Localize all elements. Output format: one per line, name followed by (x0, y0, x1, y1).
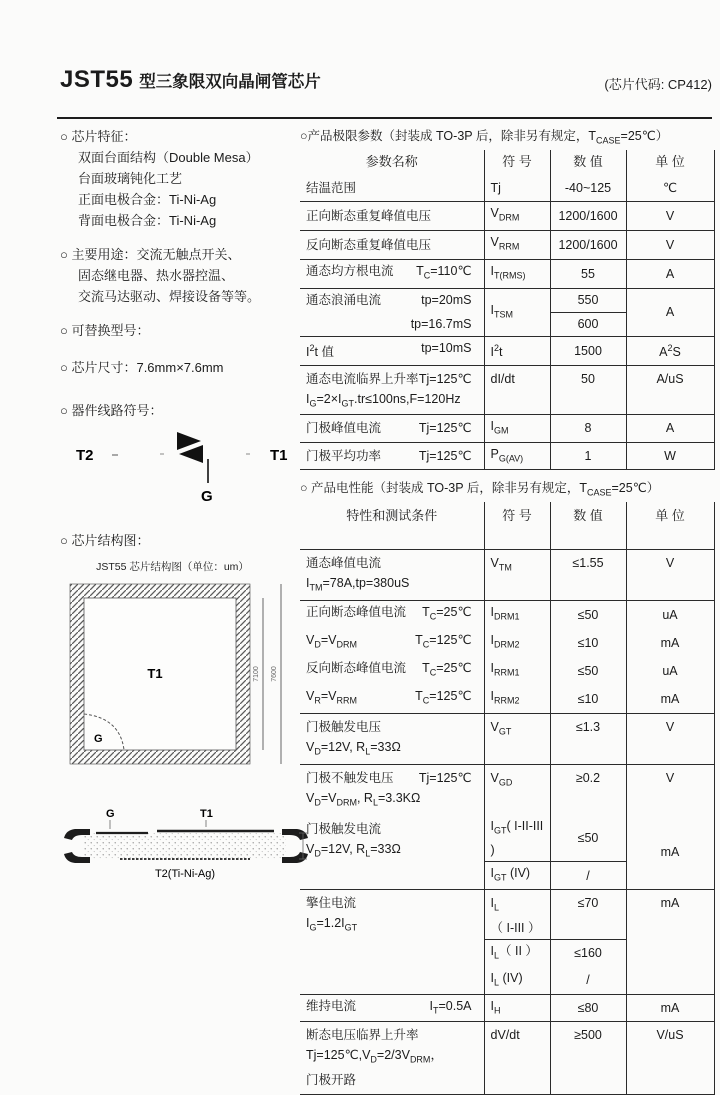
chip-cross-section (60, 805, 296, 903)
cell-symbol: $I_L$（ I-III ） (484, 890, 550, 940)
cell-unit: V (626, 230, 714, 259)
feature-line: 背面电极合金：Ti-Ni-Ag (60, 210, 296, 231)
elec-section-title: ○ 产品电性能（封装成 TO-3P 后，除非另有规定，$T_{CASE}=25℃$） (300, 478, 714, 498)
cell-value: ≤50 (550, 600, 626, 629)
triac-symbol-drawing (70, 425, 302, 517)
cell-symbol: $P_{G(AV)}$ (484, 442, 550, 470)
section-structure (60, 530, 296, 792)
cell-symbol: $I_{TSM}$ (484, 288, 550, 336)
cell-unit: uA (626, 657, 714, 685)
cell-value: ≥0.2 (550, 764, 626, 815)
cell-value: ≤50 (550, 815, 626, 862)
cell-unit: mA (626, 890, 714, 995)
param-label: 通态电流临界上升率 (306, 369, 419, 389)
cell-symbol: $V_{DRM}$ (484, 201, 550, 230)
table-row (300, 175, 714, 202)
cell-unit: A (626, 259, 714, 288)
param-condition: $I_G=1.2I_{GT}$ (306, 913, 478, 938)
cell-name (300, 259, 484, 288)
param-condition: 门极开路 (306, 1070, 478, 1090)
section-replace (60, 320, 296, 341)
table-row (300, 259, 714, 288)
table-header-row (300, 502, 714, 550)
cell-unit: mA (626, 815, 714, 890)
header-unit: 单 位 (626, 502, 714, 550)
cell-unit: A (626, 288, 714, 336)
param-condition: $T_C=125℃$ (415, 630, 477, 655)
section-title: ○ 可替换型号： (60, 320, 296, 341)
param-label: 门极峰值电流 (306, 418, 381, 438)
cell-symbol: Tj (484, 175, 550, 202)
section-symbol (60, 400, 296, 517)
table-row (300, 549, 714, 600)
cell-unit: ℃ (626, 175, 714, 202)
xsec-t2-label: T2(Ti-Ni-Ag) (155, 868, 215, 880)
cell-name: 正向断态重复峰值电压 (300, 201, 484, 230)
param-label: 反向断态峰值电流 (306, 658, 406, 683)
cell-symbol: $I_{RRM1}$ (484, 657, 550, 685)
cell-name (300, 365, 484, 415)
region-t1-label: T1 (147, 666, 162, 681)
section-uses (60, 244, 296, 307)
cell-unit: mA (626, 629, 714, 657)
cell-unit: $A^2S$ (626, 336, 714, 365)
cell-symbol: $I_{GT}$( I-II-III ) (484, 815, 550, 862)
param-condition: $V_D=V_{DRM}$, $R_L=3.3K\Omega$ (306, 788, 478, 813)
cell-symbol: $V_{TM}$ (484, 549, 550, 600)
section-size (60, 357, 296, 378)
param-condition: $T_C=25℃$ (422, 602, 477, 627)
xsec-t1-label: T1 (200, 808, 213, 820)
section-title: ○ 主要用途：交流无触点开关、 (60, 244, 296, 265)
table-row (300, 365, 714, 415)
cell-unit: V (626, 713, 714, 764)
section-title: ○ 器件线路符号： (60, 400, 296, 421)
cell-value: -40~125 (550, 175, 626, 202)
param-label: 擎住电流 (306, 893, 478, 913)
cell-name: 结温范围 (300, 175, 484, 202)
param-condition: $I_T=0.5A$ (430, 996, 478, 1021)
terminal-t1-label: T1 (270, 447, 288, 464)
header-value: 数 值 (550, 502, 626, 550)
cell-name (300, 1022, 484, 1095)
cell-name (300, 288, 484, 312)
feature-line: 台面玻璃钝化工艺 (60, 168, 296, 189)
cell-symbol: dI/dt (484, 365, 550, 415)
cell-value: 550 (550, 288, 626, 312)
cell-unit: uA (626, 600, 714, 629)
cell-symbol: $V_{RRM}$ (484, 230, 550, 259)
section-title: ○ 芯片结构图： (60, 530, 296, 551)
cell-value: ≤10 (550, 629, 626, 657)
cell-unit: A (626, 415, 714, 443)
cell-value: 1 (550, 442, 626, 470)
cell-value: 1200/1600 (550, 201, 626, 230)
table-row (300, 629, 714, 657)
limits-section-title: ○产品极限参数（封装成 TO-3P 后，除非另有规定，$T_{CASE}=25℃$） (300, 126, 714, 146)
param-label: $V_R=V_{RRM}$ (306, 686, 357, 711)
table-row (300, 336, 714, 365)
dimension-inner-value: 7100 (253, 666, 260, 682)
cell-symbol: $V_{GD}$ (484, 764, 550, 815)
section-title: ○ 芯片特征： (60, 126, 296, 147)
doc-header (60, 66, 712, 94)
cell-value: ≤10 (550, 685, 626, 714)
param-label: 断态电压临界上升率 (306, 1025, 478, 1045)
param-label: 通态峰值电流 (306, 553, 478, 573)
cell-value: ≤1.3 (550, 713, 626, 764)
cell-value: 50 (550, 365, 626, 415)
table-row (300, 890, 714, 940)
param-condition: tp=16.7mS (411, 314, 478, 334)
table-row (300, 442, 714, 470)
doc-title-text: 型三象限双向晶闸管芯片 (139, 73, 321, 91)
header-unit: 单 位 (626, 150, 714, 175)
cell-value: / (550, 862, 626, 890)
cell-unit: V (626, 549, 714, 600)
cell-symbol: $I_H$ (484, 994, 550, 1022)
terminal-t2-label: T2 (76, 447, 94, 464)
cell-name (300, 415, 484, 443)
param-condition: $Tj=125℃,V_D=2/3V_{DRM}$， (306, 1045, 478, 1070)
cell-symbol: $I_{T(RMS)}$ (484, 259, 550, 288)
param-condition: $T_C=25℃$ (422, 658, 477, 683)
param-label: $V_D=V_{DRM}$ (306, 630, 357, 655)
table-row (300, 201, 714, 230)
cell-name (300, 600, 484, 629)
silicon-body (84, 833, 286, 859)
right-column (300, 124, 714, 1095)
param-label: 门极触发电流 (306, 819, 478, 839)
cell-name (300, 442, 484, 470)
table-row (300, 600, 714, 629)
table-row (300, 288, 714, 312)
param-condition: Tj=125℃ (419, 418, 478, 438)
cell-value: / (550, 967, 626, 995)
param-condition: Tj=125℃ (419, 369, 478, 389)
cell-unit: W (626, 442, 714, 470)
cell-value: 8 (550, 415, 626, 443)
xsec-g-label: G (106, 808, 115, 820)
cell-name (300, 994, 484, 1022)
cell-symbol: $I^2t$ (484, 336, 550, 365)
param-condition: $I_{TM}=78A,tp=380uS$ (306, 573, 478, 598)
param-condition-2: $I_G=2\times I_{GT}.tr\le 100ns,F=120Hz$ (306, 389, 478, 414)
chip-structure-diagram (60, 557, 296, 792)
param-label: 正向断态峰值电流 (306, 602, 406, 627)
param-condition: $V_D=12V$, $R_L=33\Omega$ (306, 839, 478, 864)
param-condition: Tj=125℃ (419, 446, 478, 466)
dimension-outer-value: 7600 (271, 666, 278, 682)
cell-unit: V (626, 201, 714, 230)
header-param-name: 参数名称 (300, 150, 484, 175)
cell-value: ≤160 (550, 939, 626, 967)
feature-line: 双面台面结构（Double Mesa） (60, 147, 296, 168)
cell-name: 反向断态重复峰值电压 (300, 230, 484, 259)
cell-value: ≤50 (550, 657, 626, 685)
doc-title-model: JST55 (60, 66, 133, 93)
table-header-row (300, 150, 714, 175)
cell-symbol: $I_{GM}$ (484, 415, 550, 443)
param-label: 通态浪涌电流 (306, 290, 381, 310)
electrical-table (300, 502, 715, 1095)
terminal-g-label: G (201, 488, 213, 505)
cell-name (300, 336, 484, 365)
param-label: 通态均方根电流 (306, 261, 394, 286)
diagram-caption: JST55 芯片结构图（单位：um） (60, 557, 285, 578)
param-label: 门极不触发电压 (306, 768, 394, 788)
table-row (300, 230, 714, 259)
use-line: 固态继电器、热水器控温、 (60, 265, 296, 286)
cell-value: ≤80 (550, 994, 626, 1022)
cell-symbol: $I_{GT}$ (IV) (484, 862, 550, 890)
cell-unit: mA (626, 994, 714, 1022)
limits-table (300, 150, 715, 471)
cell-symbol: $I_{DRM1}$ (484, 600, 550, 629)
cell-value: 55 (550, 259, 626, 288)
cell-name (300, 312, 484, 336)
cell-name (300, 713, 484, 764)
cell-name (300, 764, 484, 890)
cell-unit: V (626, 764, 714, 815)
cell-symbol: $I_{RRM2}$ (484, 685, 550, 714)
header-symbol: 符 号 (484, 150, 550, 175)
cross-section-drawing (60, 805, 312, 897)
table-row (300, 994, 714, 1022)
header-symbol: 符 号 (484, 502, 550, 550)
param-condition: tp=20mS (421, 290, 477, 310)
cell-name (300, 685, 484, 714)
feature-line: 正面电极合金：Ti-Ni-Ag (60, 189, 296, 210)
left-column (60, 126, 296, 916)
header-value: 数 值 (550, 150, 626, 175)
cell-value: 1500 (550, 336, 626, 365)
cell-value: 1200/1600 (550, 230, 626, 259)
table-row (300, 1022, 714, 1095)
cell-name (300, 629, 484, 657)
section-title: ○ 芯片尺寸：7.6mm×7.6mm (60, 357, 296, 378)
header-divider (57, 117, 712, 119)
cell-symbol: dV/dt (484, 1022, 550, 1095)
table-row (300, 415, 714, 443)
param-condition: tp=10mS (421, 338, 477, 362)
cell-unit: A/uS (626, 365, 714, 415)
param-condition: Tj=125℃ (419, 768, 478, 788)
cell-symbol: $I_L$（ II ） (484, 939, 550, 967)
table-row (300, 685, 714, 714)
section-features (60, 126, 296, 231)
table-row (300, 657, 714, 685)
cell-symbol: $I_L$ (IV) (484, 967, 550, 995)
chip-code: (芯片代码: CP412) (604, 74, 712, 93)
param-condition: $V_D=12V$, $R_L=33\Omega$ (306, 737, 478, 762)
region-g-label: G (94, 733, 103, 745)
table-row (300, 764, 714, 815)
param-label: $I^2t$ 值 (306, 338, 334, 362)
cell-symbol: $V_{GT}$ (484, 713, 550, 764)
cell-value: ≥500 (550, 1022, 626, 1095)
param-label: 门极平均功率 (306, 446, 381, 466)
cell-name (300, 890, 484, 995)
cell-value: ≤1.55 (550, 549, 626, 600)
cell-unit: mA (626, 685, 714, 714)
cell-value: 600 (550, 312, 626, 336)
header-param-name: 特性和测试条件 (300, 502, 484, 550)
table-row (300, 713, 714, 764)
chip-structure-drawing (60, 578, 296, 786)
param-condition: $T_C=125℃$ (415, 686, 477, 711)
param-condition: $T_C=110℃$ (416, 261, 477, 286)
cell-name (300, 657, 484, 685)
param-label: 维持电流 (306, 996, 356, 1021)
cell-value: ≤70 (550, 890, 626, 940)
param-label: 门极触发电压 (306, 717, 478, 737)
use-line: 交流马达驱动、焊接设备等等。 (60, 286, 296, 307)
cell-unit: V/uS (626, 1022, 714, 1095)
cell-symbol: $I_{DRM2}$ (484, 629, 550, 657)
cell-name (300, 549, 484, 600)
